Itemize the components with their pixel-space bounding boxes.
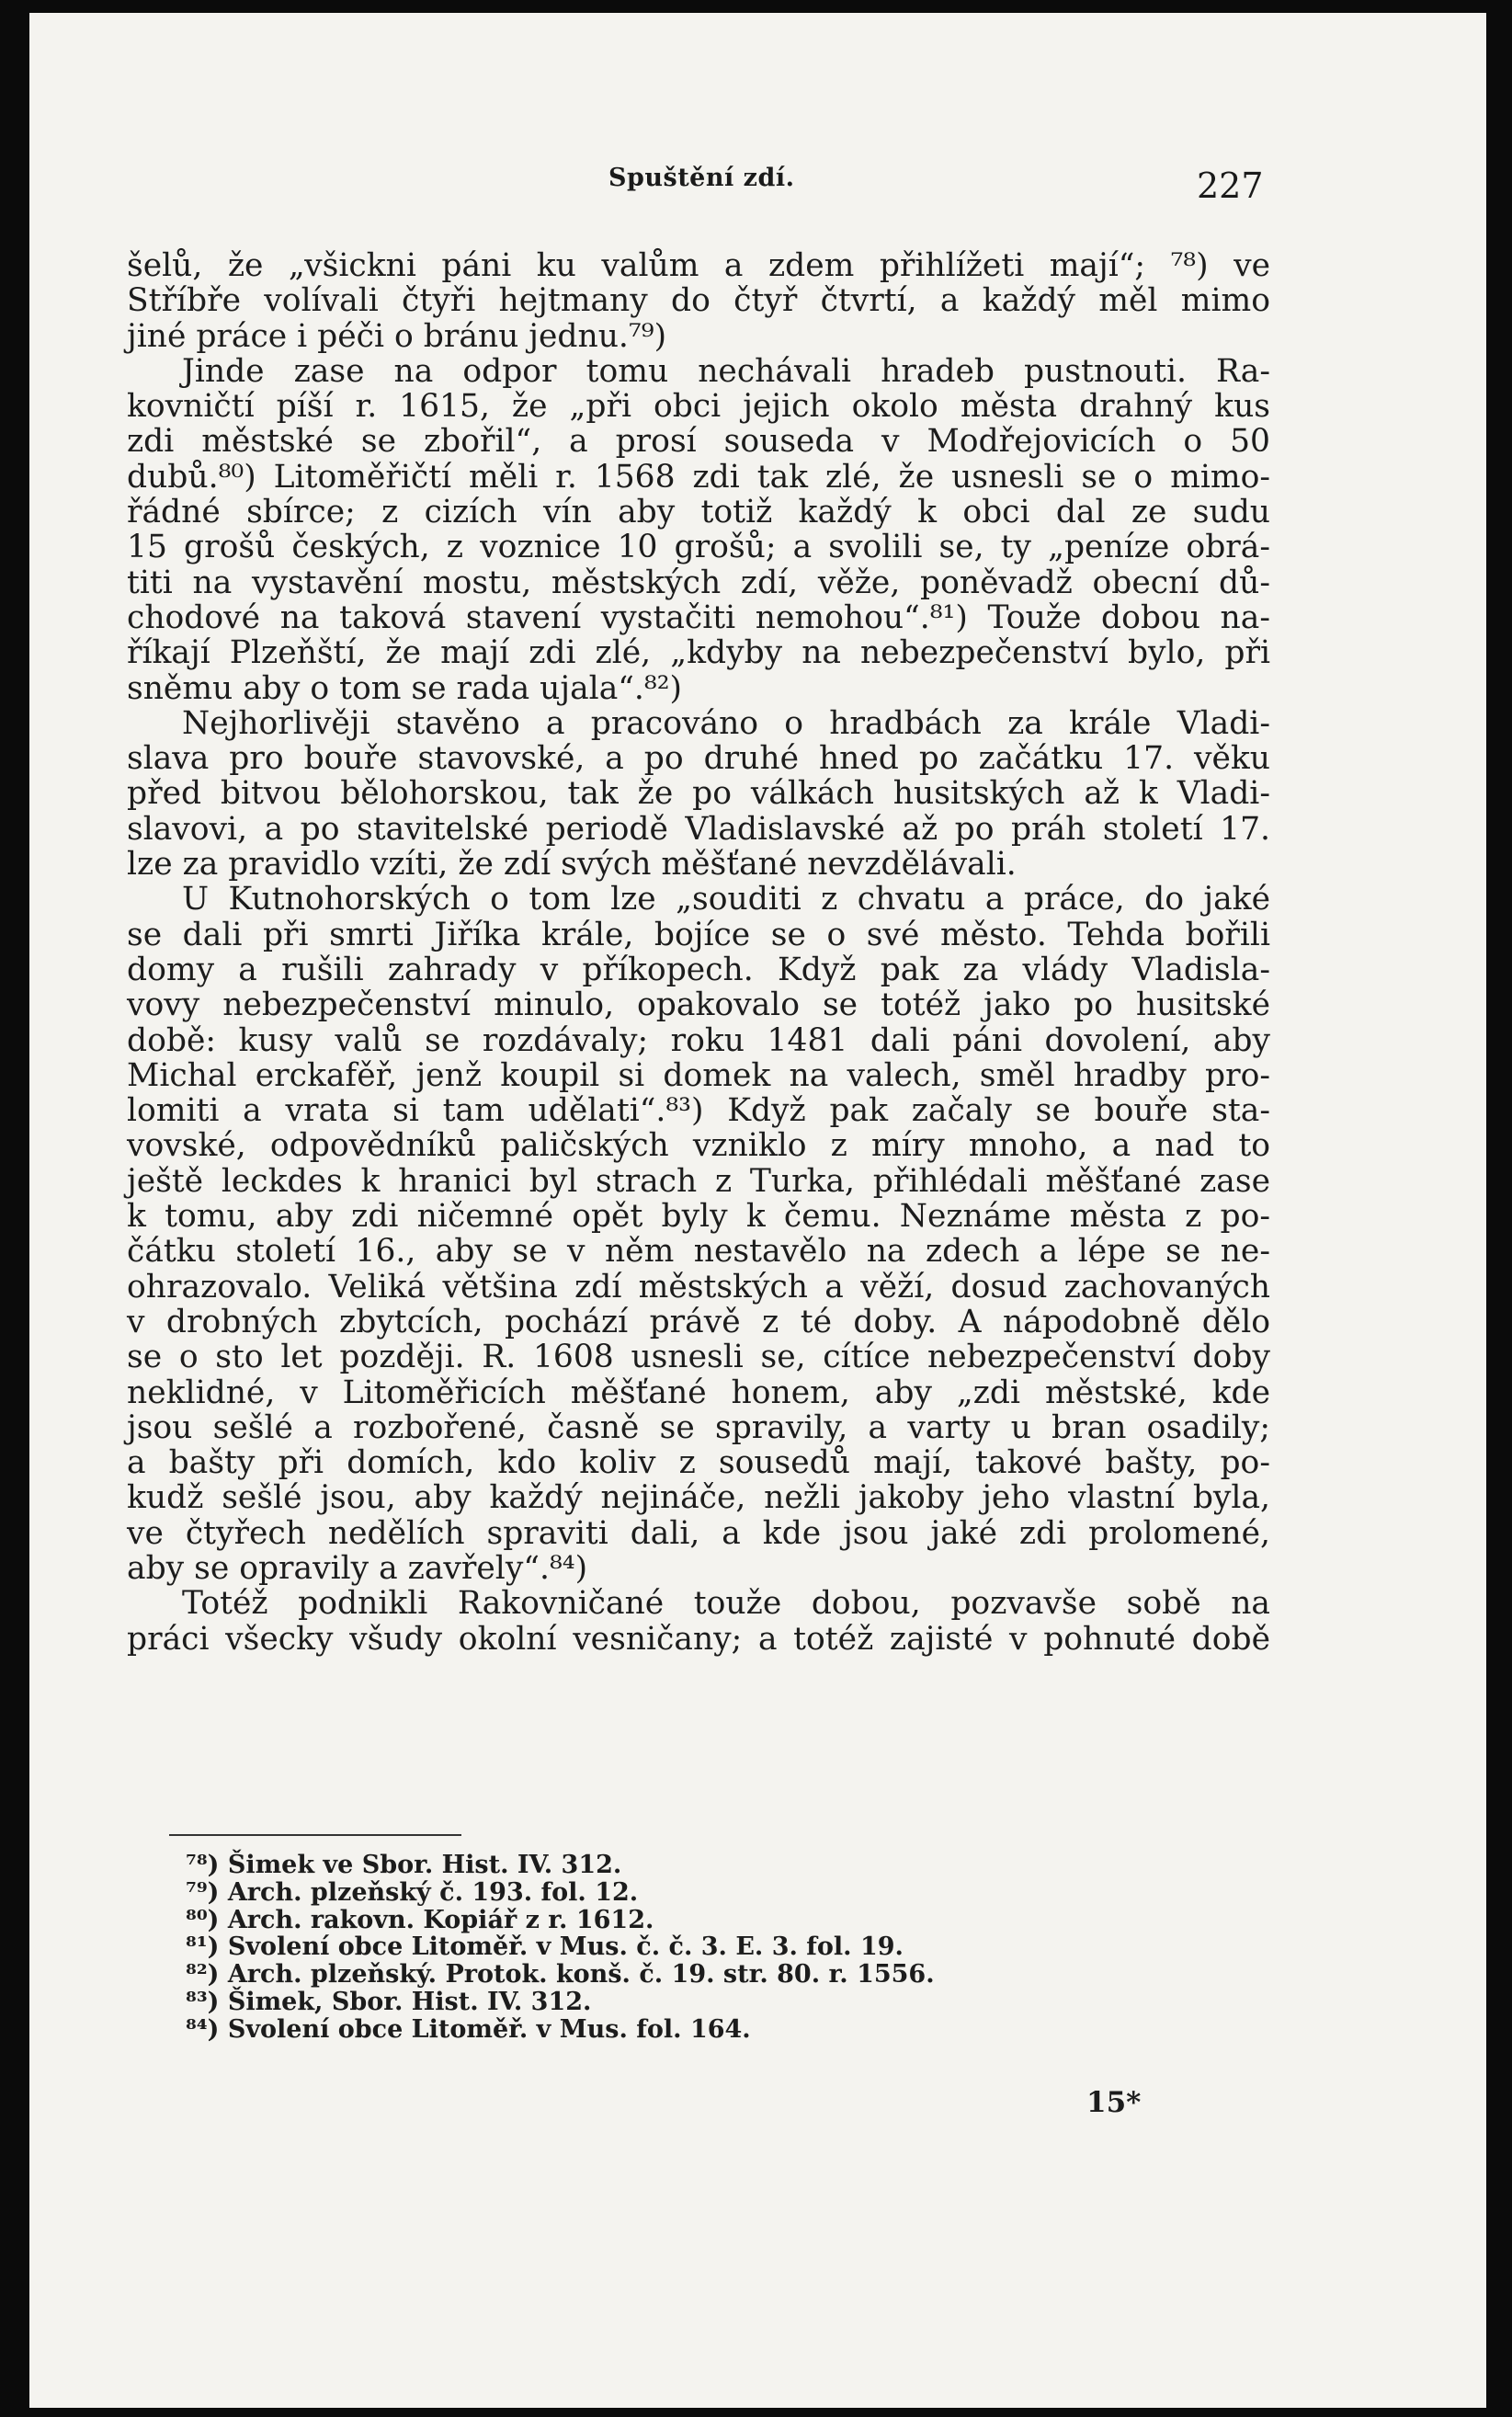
text-line: lomiti a vrata si tam udělati“.⁸³) Když pak začaly se bouře sta-: [127, 1092, 1270, 1130]
text-line: Jinde zase na odpor tomu nechávali hradeb pustnouti. Ra-: [182, 352, 1270, 390]
text-line: šelů, že „všickni páni ku valům a zdem přihlížeti mají“; ⁷⁸) ve: [127, 247, 1270, 284]
text-line: U Kutnohorských o tom lze „souditi z chvatu a práce, do jaké: [182, 881, 1270, 918]
text-line: kovničtí píší r. 1615, že „při obci jejich okolo města drahný kus: [127, 388, 1270, 426]
text-line: čátku století 16., aby se v něm nestavělo na zdech a lépe se ne-: [127, 1233, 1270, 1271]
text-line: řádné sbírce; z cizích vín aby totiž každý k obci dal ze sudu: [127, 494, 1270, 531]
page-header: [29, 151, 1486, 215]
text-line: ještě leckdes k hranici byl strach z Turka, přihlédali měšťané zase: [127, 1162, 1270, 1200]
printer-signature: 15*: [1086, 2086, 1142, 2119]
text-line: a bašty při domích, kdo koliv z sousedů mají, takové bašty, po-: [127, 1444, 1270, 1482]
text-line: slava pro bouře stavovské, a po druhé hned po začátku 17. věku: [127, 740, 1270, 778]
text-line: sněmu aby o tom se rada ujala“.⁸²): [127, 669, 682, 707]
text-line: titi na vystavění mostu, městských zdí, věže, poněvadž obecní dů-: [127, 564, 1270, 601]
book-page: [29, 13, 1486, 2408]
text-line: zdi městské se zbořil“, a prosí souseda v Modřejovicích o 50: [127, 423, 1270, 461]
text-line: Totéž podnikli Rakovničané touže dobou, pozvavše sobě na: [182, 1585, 1270, 1623]
text-line: době: kusy valů se rozdávaly; roku 1481 dali páni dovolení, aby: [127, 1021, 1270, 1059]
body-text: [127, 248, 1270, 1657]
text-line: říkají Plzeňští, že mají zdi zlé, „kdyby na nebezpečenství bylo, při: [127, 634, 1270, 672]
text-line: vovy nebezpečenství minulo, opakovalo se totéž jako po husitské: [127, 986, 1270, 1024]
text-line: domy a rušili zahrady v příkopech. Když pak za vlády Vladisla-: [127, 951, 1270, 988]
footnote: ⁸²) Arch. plzeňský. Protok. konš. č. 19. str. 80. r. 1556.: [186, 1960, 935, 1989]
text-line: ohrazovalo. Veliká většina zdí městských a věží, dosud zachovaných: [127, 1268, 1270, 1305]
footnote: ⁸¹) Svolení obce Litoměř. v Mus. č. č. 3. E. 3. fol. 19.: [186, 1932, 904, 1962]
text-line: kudž sešlé jsou, aby každý nejináče, nežli jakoby jeho vlastní byla,: [127, 1479, 1270, 1517]
text-line: se o sto let později. R. 1608 usnesli se, cítíce nebezpečenství doby: [127, 1339, 1270, 1376]
text-line: chodové na taková stavení vystačiti nemohou“.⁸¹) Touže dobou na-: [127, 599, 1270, 636]
footnote: ⁸⁰) Arch. rakovn. Kopiář z r. 1612.: [186, 1905, 654, 1934]
text-line: Michal erckafěř, jenž koupil si domek na valech, směl hradby pro-: [127, 1056, 1270, 1094]
text-line: vovské, odpovědníků paličských vzniklo z míry mnoho, a nad to: [127, 1127, 1270, 1165]
text-line: v drobných zbytcích, pochází právě z té doby. A nápodobně dělo: [127, 1303, 1270, 1340]
running-title: Spuštění zdí.: [608, 164, 795, 192]
text-line: práci všecky všudy okolní vesničany; a totéž zajisté v pohnuté době: [127, 1620, 1270, 1658]
footnote: ⁷⁹) Arch. plzeňský č. 193. fol. 12.: [186, 1877, 639, 1907]
footnote: ⁸⁴) Svolení obce Litoměř. v Mus. fol. 164.: [186, 2014, 751, 2044]
text-line: 15 grošů českých, z voznice 10 grošů; a svolili se, ty „peníze obrá-: [127, 529, 1270, 566]
text-line: lze za pravidlo vzíti, že zdí svých měšťané nevzdělávali.: [127, 846, 1017, 884]
text-line: k tomu, aby zdi ničemné opět byly k čemu. Neznáme města z po-: [127, 1198, 1270, 1236]
text-line: Stříbře volívali čtyři hejtmany do čtyř čtvrtí, a každý měl mimo: [127, 282, 1270, 320]
text-line: se dali při smrti Jiříka krále, bojíce se o své město. Tehda bořili: [127, 916, 1270, 953]
text-line: neklidné, v Litoměřicích měšťané honem, aby „zdi městské, kde: [127, 1374, 1270, 1411]
text-line: jsou sešlé a rozbořené, časně se spravily, a varty u bran osadily;: [127, 1408, 1270, 1446]
page-number: 227: [1197, 165, 1264, 206]
text-line: slavovi, a po stavitelské periodě Vladislavské až po práh století 17.: [127, 810, 1270, 848]
text-line: před bitvou bělohorskou, tak že po válkách husitských až k Vladi-: [127, 775, 1270, 813]
text-line: ve čtyřech nedělích spraviti dali, a kde jsou jaké zdi prolomené,: [127, 1514, 1270, 1552]
footnote-divider: [169, 1834, 461, 1836]
text-line: Nejhorlivěji stavěno a pracováno o hradbách za krále Vladi-: [182, 704, 1270, 742]
footnotes: [186, 1852, 1105, 2044]
text-line: aby se opravily a zavřely“.⁸⁴): [127, 1549, 588, 1587]
footnote: ⁷⁸) Šimek ve Sbor. Hist. IV. 312.: [186, 1851, 622, 1879]
text-line: dubů.⁸⁰) Litoměřičtí měli r. 1568 zdi tak zlé, že usnesli se o mimo-: [127, 458, 1270, 496]
text-line: jiné práce i péči o bránu jednu.⁷⁹): [127, 317, 667, 355]
footnote: ⁸³) Šimek, Sbor. Hist. IV. 312.: [186, 1987, 592, 2016]
